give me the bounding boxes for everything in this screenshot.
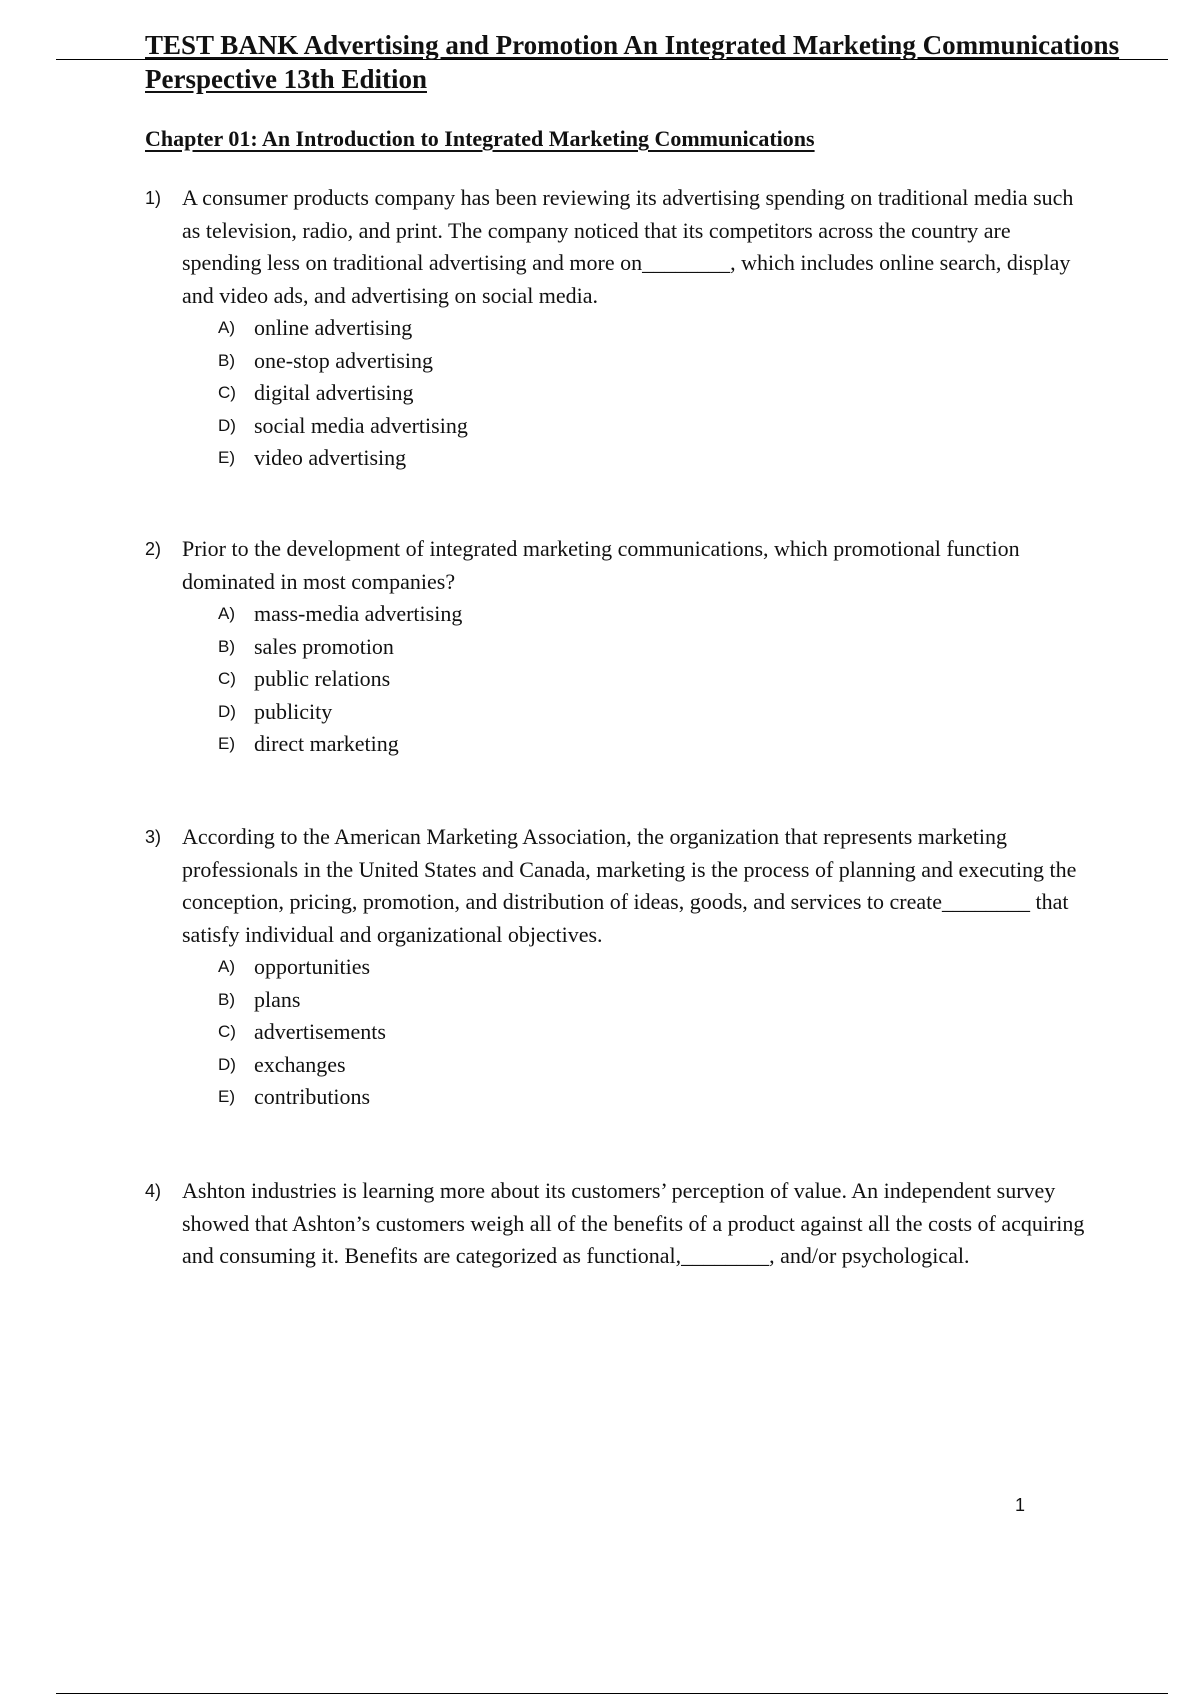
page-number: 1 (1015, 1495, 1026, 1515)
answer-option-e (145, 442, 1090, 475)
option-text: opportunities (254, 954, 371, 979)
option-letter: B) (218, 636, 235, 656)
option-letter: C) (218, 1022, 236, 1041)
option-letter: C) (218, 383, 236, 402)
option-letter: A) (218, 604, 235, 623)
answer-option-b (145, 984, 1090, 1017)
option-letter: D) (218, 1054, 236, 1074)
answer-option-d (145, 696, 1090, 729)
question-text: A consumer products company has been reviewing its advertising spending on traditional media such as television, radio, and print. The company noticed that its competitors across the country are spending less on traditional advertising and more on________, which includes online search, display and video ads, and advertising on social media. (182, 185, 1074, 308)
option-text: advertisements (254, 1019, 386, 1044)
answer-options (145, 312, 1090, 475)
option-text: exchanges (254, 1051, 346, 1077)
answer-option-c (145, 1016, 1090, 1049)
option-letter: B) (218, 989, 235, 1009)
option-text: mass-media advertising (254, 601, 463, 626)
question-text: Prior to the development of integrated marketing communications, which promotional function dominated in most companies? (182, 536, 1020, 594)
question-4 (145, 1175, 1090, 1273)
answer-option-a (145, 598, 1090, 631)
option-text: publicity (254, 698, 333, 724)
answer-option-b (145, 631, 1090, 664)
option-text: contributions (254, 1084, 371, 1109)
option-letter: D) (218, 701, 236, 721)
question-number: 1) (145, 188, 162, 208)
option-letter: E) (218, 734, 235, 753)
chapter-heading: Chapter 01: An Introduction to Integrated Marketing Communications (145, 126, 815, 151)
answer-option-d (145, 1049, 1090, 1082)
option-letter: A) (218, 318, 235, 337)
question-1 (145, 182, 1090, 475)
answer-option-d (145, 410, 1090, 443)
answer-option-a (145, 312, 1090, 345)
option-text: sales promotion (254, 633, 394, 659)
option-text: one-stop advertising (254, 347, 434, 373)
answer-option-e (145, 1081, 1090, 1114)
option-text: direct marketing (254, 731, 399, 756)
answer-option-c (145, 377, 1090, 410)
option-text: social media advertising (254, 412, 468, 438)
document-title: TEST BANK Advertising and Promotion An Integrated Marketing Communications Perspective 13th Edition (145, 30, 1120, 94)
option-letter: B) (218, 350, 235, 370)
question-text: Ashton industries is learning more about its customers’ perception of value. An independent survey showed that Ashton’s customers weigh all of the benefits of a product against all the costs of acquiring and consuming it. Benefits are categorized as functional,________, and/or psychological. (182, 1178, 1085, 1268)
option-letter: E) (218, 1087, 235, 1106)
answer-options (145, 951, 1090, 1114)
question-number: 2) (145, 539, 162, 559)
question-number: 4) (145, 1181, 162, 1201)
option-letter: D) (218, 415, 236, 435)
option-text: digital advertising (254, 380, 414, 405)
question-2 (145, 533, 1090, 761)
answer-option-a (145, 951, 1090, 984)
option-text: online advertising (254, 315, 413, 340)
option-letter: C) (218, 669, 236, 688)
option-letter: A) (218, 957, 235, 976)
answer-option-e (145, 728, 1090, 761)
question-3 (145, 821, 1090, 1114)
answer-option-c (145, 663, 1090, 696)
option-text: video advertising (254, 445, 407, 470)
question-number: 3) (145, 827, 162, 847)
question-text: According to the American Marketing Association, the organization that represents marketing professionals in the United States and Canada, marketing is the process of planning and executing the conception, pricing, promotion, and distribution of ideas, goods, and services to create________ that satisfy individual and organizational objectives. (182, 824, 1077, 947)
footer-rule (56, 1693, 1168, 1694)
answer-options (145, 598, 1090, 761)
option-letter: E) (218, 448, 235, 467)
option-text: plans (254, 986, 301, 1012)
option-text: public relations (254, 666, 391, 691)
answer-option-b (145, 345, 1090, 378)
